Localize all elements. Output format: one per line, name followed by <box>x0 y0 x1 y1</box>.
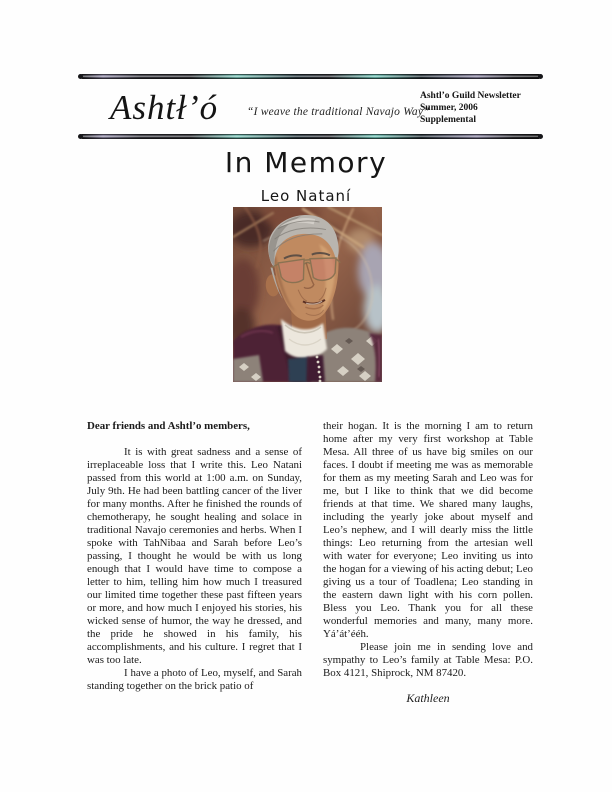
greeting: Dear friends and Ashtl’o members, <box>87 420 250 432</box>
memorial-title: In Memory <box>224 146 388 179</box>
memorial-subtitle: Leo Nataní <box>260 187 352 205</box>
body-column-right <box>323 420 533 705</box>
paragraph-photo-memory-continued: their hogan. It is the morning I am to return home after my very first workshop at Table Mesa. All three of us have big smiles on our faces. I doubt if meeting me was as memorable for them as my meeting Sarah and Leo was for me, but I like to think that we did become friends at that time. We shared many laughs, including the yearly joke about myself and Leo’s nephew, and I will dearly miss the little things: Leo returning from the artesian well with water for everyone; Leo inviting us into the hogan for a viewing of his acting debut; Leo giving us a tour of Toadlena; Leo standing in the eastern dawn light with his corn pollen. Bless you Leo. Thank you for all these wonderful memories and many, many more. Yá’át’ééh. <box>323 420 533 640</box>
paragraph-photo-memory: I have a photo of Leo, myself, and Sarah standing together on the brick patio of <box>87 667 302 692</box>
issue-info-season: Summer, 2006 <box>420 102 478 113</box>
leo-portrait-photo <box>233 207 382 382</box>
newsletter-logo: Ashtł’ó <box>110 88 219 127</box>
paragraph-sympathy-address: Please join me in sending love and sympathy to Leo’s family at Table Mesa: P.O. Box 4121, Shiprock, NM 87420. <box>323 641 533 679</box>
newsletter-tagline: “I weave the traditional Navajo Way” <box>247 106 430 118</box>
issue-info-edition: Supplemental <box>420 114 476 125</box>
issue-info-title: Ashtl’o Guild Newsletter <box>420 91 521 101</box>
body-column-left <box>87 420 302 693</box>
signature: Kathleen <box>406 691 450 705</box>
portrait-illustration <box>233 207 382 382</box>
issue-info-block <box>420 91 521 126</box>
decorative-rule-top <box>80 74 541 79</box>
paragraph-sadness: It is with great sadness and a sense of irreplaceable loss that I write this. Leo Natani passed from this world at 1:00 a.m. on Sunday, July 9th. He had been battling cancer of the liver for many months. After he finished the rounds of chemotherapy, he sought healing and solace in traditional Navajo ceremonies and herbs. When I spoke with TahNibaa and Sarah before Leo’s passing, I thought he would be with us long enough that I would have time to compose a letter to him, telling him how much I treasured our limited time together these past fifteen years or more, and how much I enjoyed his stories, his wicked sense of humor, the way he dressed, and the pride he showed in his family, his accomplishments, and his culture. I regret that I was too late. <box>87 446 302 666</box>
decorative-rule-bottom <box>80 134 541 139</box>
